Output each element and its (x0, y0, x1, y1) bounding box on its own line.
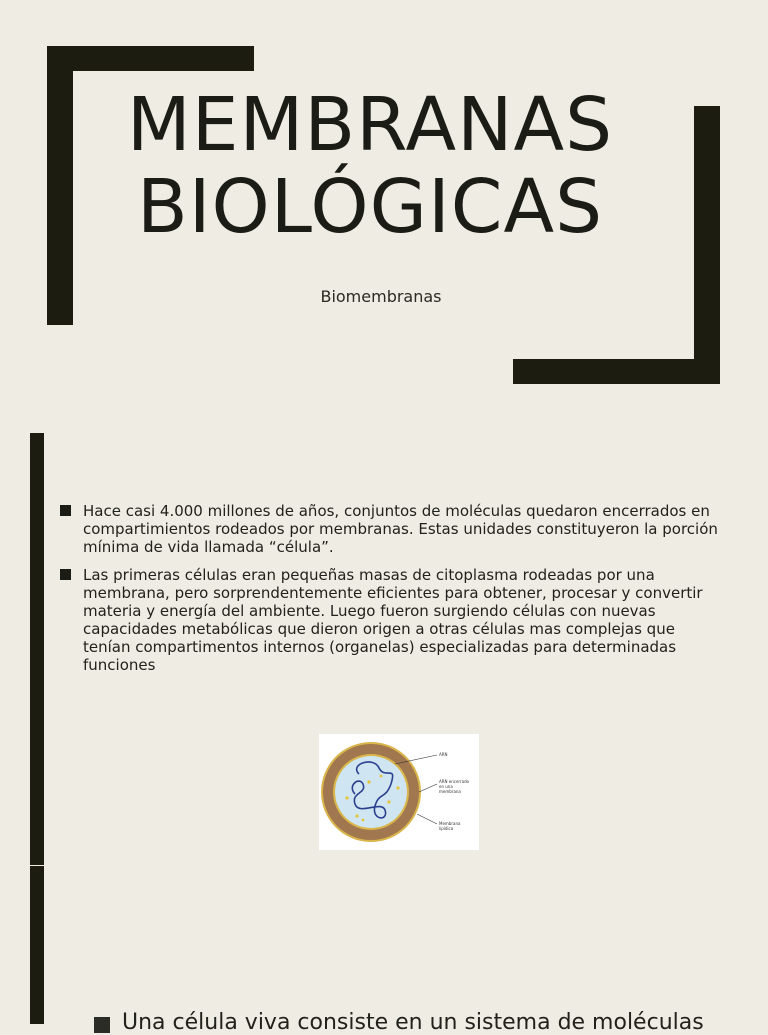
molecule-dot (367, 780, 370, 783)
leader-line-membrana (417, 814, 437, 824)
lipid-membrane (321, 742, 421, 842)
slide-title-line-1: MEMBRANAS (126, 82, 614, 168)
next-slide-bullet-text: Una célula viva consiste en un sistema de moléculas (122, 1010, 704, 1035)
molecule-dot (355, 814, 358, 817)
bullet-item-1 (58, 502, 718, 556)
protocell-diagram (319, 734, 479, 850)
square-bullet-icon (94, 1017, 110, 1033)
label-arn: ARN (439, 752, 448, 757)
label-membrana-1: Membrana (439, 821, 461, 826)
bottom-right-bracket-horizontal (513, 359, 720, 384)
left-accent-bar (30, 433, 44, 865)
label-arn-encerrado-2: en una (439, 784, 453, 789)
top-left-bracket-horizontal (47, 46, 254, 71)
molecule-dot (380, 775, 383, 778)
bullet-text-1: Hace casi 4.000 millones de años, conjuntos de moléculas quedaron encerrados en compartimientos rodeados por membranas. Estas unidades constituyeron la porción mínima de vida llamada “célula”. (83, 502, 718, 556)
cytoplasm (335, 756, 407, 828)
left-accent-bar-next-slide (30, 866, 44, 1024)
protocell-diagram-svg (319, 734, 479, 850)
molecule-dot (345, 796, 348, 799)
title-slide (0, 0, 768, 420)
molecule-dot (387, 800, 390, 803)
leader-line-arn-encerrado (419, 784, 437, 792)
bullet-list (58, 502, 718, 684)
square-bullet-icon (60, 505, 71, 516)
bottom-right-bracket-vertical (694, 106, 720, 384)
bullet-text-2: Las primeras células eran pequeñas masas de citoplasma rodeadas por una membrana, pero sorprendentemente eficientes para obtener, procesar y convertir materia y energía del ambiente. Luego fueron surgiendo células con nuevas capacidades metabólicas que dieron origen a otras células mas complejas que tenían compartimentos internos (organelas) especializadas para determinadas funciones (83, 566, 703, 674)
label-membrana-2: lipídica (439, 826, 454, 831)
label-arn-encerrado-3: membrana (439, 789, 461, 794)
slide-title (60, 84, 680, 248)
bullet-item-2 (58, 566, 718, 674)
square-bullet-icon (60, 569, 71, 580)
slide-title-line-2: BIOLÓGICAS (136, 164, 604, 250)
label-arn-encerrado-1: ARN encerrado (439, 779, 470, 784)
molecule-dot (362, 819, 365, 822)
slide-subtitle: Biomembranas (320, 287, 442, 306)
molecule-dot (396, 786, 399, 789)
